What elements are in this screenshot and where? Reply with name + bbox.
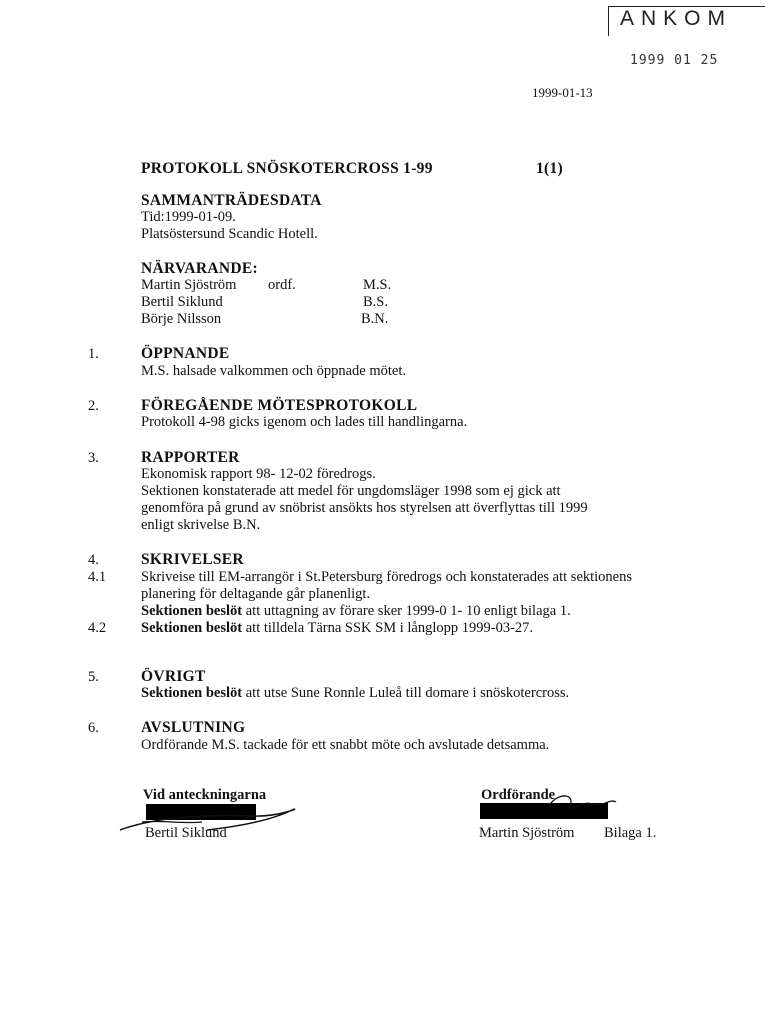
- attendee-initials: M.S.: [363, 277, 392, 293]
- item-line: Sektionen konstaterade att medel för ungdomsläger 1998 som ej gick att: [141, 483, 561, 499]
- item-heading: ÖVRIGT: [141, 668, 206, 685]
- attendee-name: Bertil Siklund: [141, 294, 223, 310]
- decision-label: Sektionen beslöt: [141, 685, 243, 701]
- decision-line: [141, 603, 571, 620]
- subitem-number: 4.2: [88, 620, 107, 636]
- signature-left-name: Bertil Siklund: [145, 825, 227, 841]
- attachment-note: Bilaga 1.: [604, 825, 657, 841]
- item-line: genomföra på grund av snöbrist ansökts hos styrelsen att överflyttas till 1999: [141, 500, 588, 516]
- signature-scribble-right: [520, 784, 630, 829]
- item-heading: ÖPPNANDE: [141, 345, 230, 362]
- item-heading: RAPPORTER: [141, 449, 240, 466]
- signature-left-label: Vid anteckningarna: [143, 787, 267, 803]
- item-number: 5.: [88, 669, 99, 685]
- attendee-initials: B.S.: [363, 294, 388, 310]
- meeting-time: Tid:1999-01-09.: [141, 209, 236, 225]
- item-heading: FÖREGÅENDE MÖTESPROTOKOLL: [141, 397, 418, 414]
- meeting-place: Platsöstersund Scandic Hotell.: [141, 226, 318, 242]
- item-heading: SKRIVELSER: [141, 551, 244, 568]
- item-line: Skriveise till EM-arrangör i St.Petersburg föredrogs och konstaterades att sektionens: [141, 569, 633, 585]
- decision-label: Sektionen beslöt: [141, 603, 243, 619]
- attendee-initials: B.N.: [361, 311, 389, 327]
- attendee-role: ordf.: [268, 277, 296, 293]
- decision-text: att uttagning av förare sker 1999-0 1- 10 enligt bilaga 1.: [242, 603, 571, 619]
- item-text: Ordförande M.S. tackade för ett snabbt möte och avslutade detsamma.: [141, 737, 550, 753]
- signature-right-label: Ordförande: [481, 787, 556, 803]
- item-text: M.S. halsade valkommen och öppnade mötet.: [141, 363, 406, 379]
- signature-right-name: Martin Sjöström: [479, 825, 575, 841]
- decision-text: att tilldela Tärna SSK SM i långlopp 1999-03-27.: [242, 620, 534, 636]
- page-number: 1(1): [536, 160, 564, 177]
- received-stamp-word: ANKOM: [620, 7, 733, 30]
- attendee-name: Börje Nilsson: [141, 311, 222, 327]
- item-number: 3.: [88, 450, 99, 466]
- item-text: Protokoll 4-98 gicks igenom och lades till handlingarna.: [141, 414, 468, 430]
- subitem-number: 4.1: [88, 569, 107, 585]
- attendee-name: Martin Sjöström: [141, 277, 237, 293]
- decision-text: att utse Sune Ronnle Luleå till domare i snöskotercross.: [242, 685, 570, 701]
- attendees-heading: NÄRVARANDE:: [141, 260, 258, 277]
- received-stamp-date: 1999 01 25: [630, 53, 719, 68]
- item-number: 2.: [88, 398, 99, 414]
- document-date: 1999-01-13: [532, 85, 593, 100]
- meeting-heading: SAMMANTRÄDESDATA: [141, 192, 322, 209]
- item-number: 4.: [88, 552, 99, 568]
- decision-label: Sektionen beslöt: [141, 620, 243, 636]
- item-number: 6.: [88, 720, 99, 736]
- document-title: PROTOKOLL SNÖSKOTERCROSS 1-99: [141, 160, 433, 177]
- item-line: enligt skrivelse B.N.: [141, 517, 261, 533]
- item-heading: AVSLUTNING: [141, 719, 246, 736]
- decision-line: [141, 685, 569, 702]
- item-number: 1.: [88, 346, 99, 362]
- item-line: planering för deltagande går planenligt.: [141, 586, 371, 602]
- item-line: Ekonomisk rapport 98- 12-02 föredrogs.: [141, 466, 376, 482]
- decision-line: [141, 620, 533, 637]
